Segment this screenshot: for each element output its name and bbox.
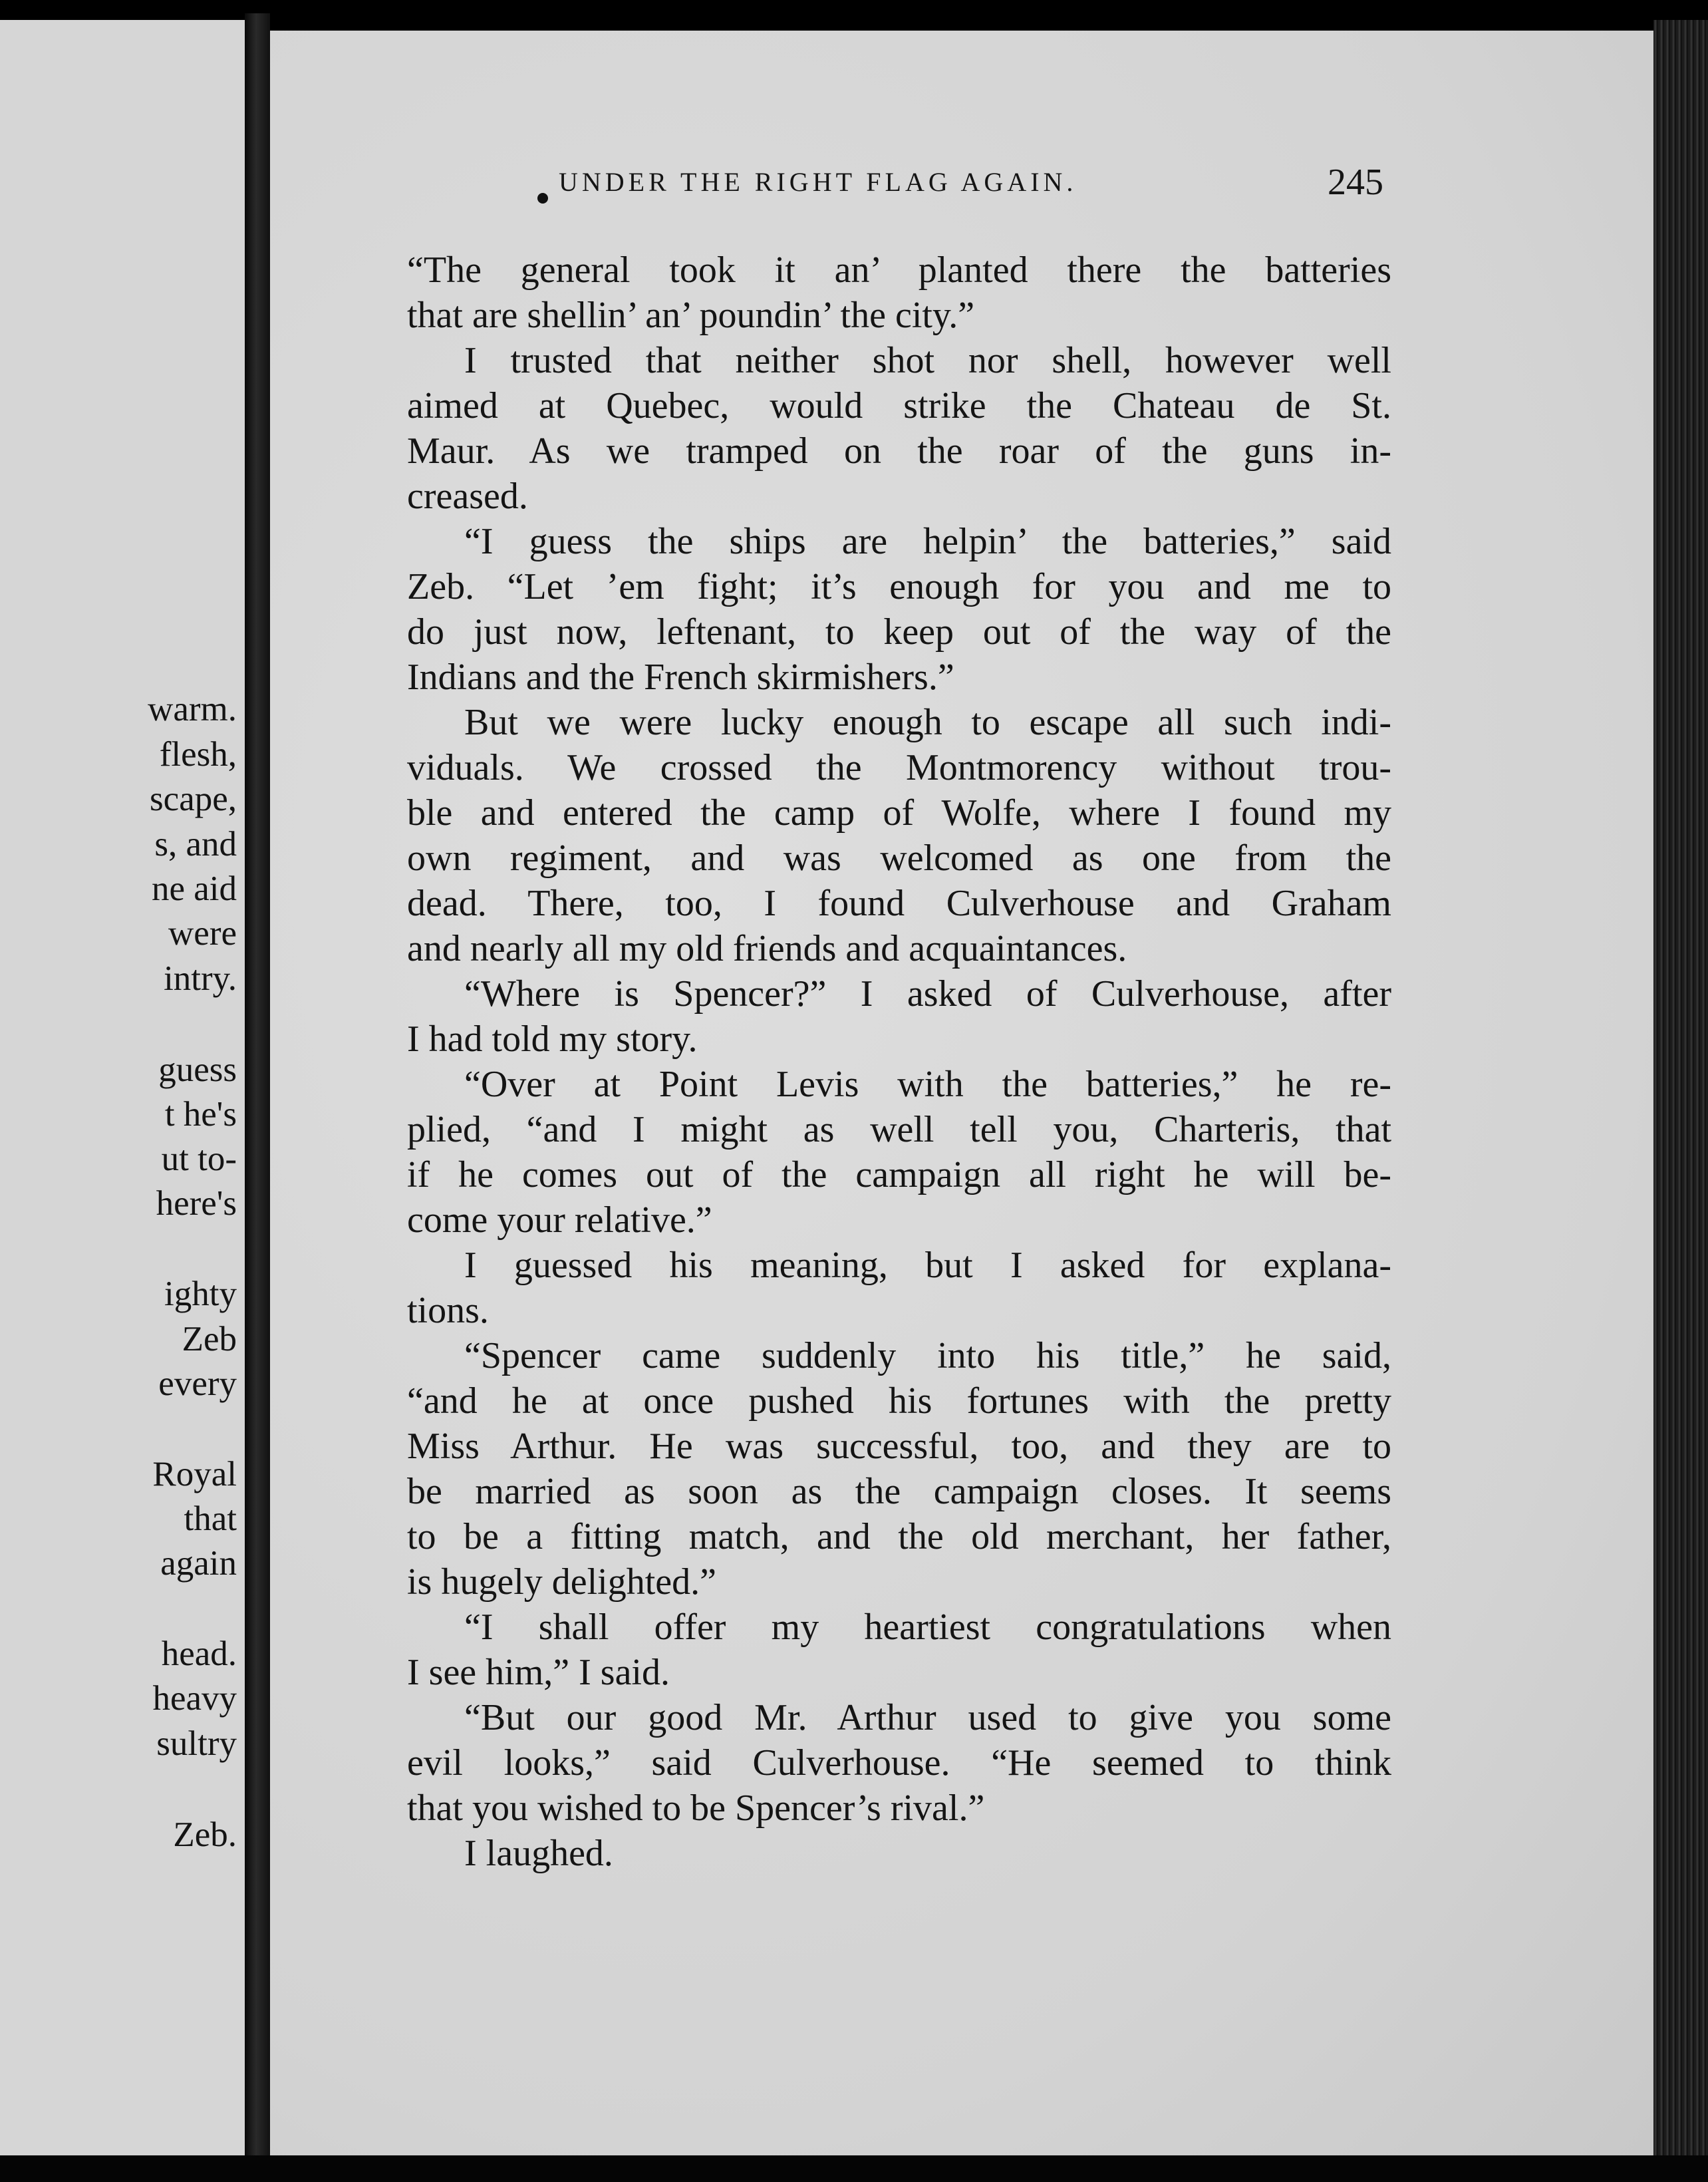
text-line: be married as soon as the campaign closes. It seems [407,1471,1391,1512]
running-title: UNDER THE RIGHT FLAG AGAIN. [559,167,1077,197]
text-line: is hugely delighted.” [407,1561,717,1603]
facing-page-fragment: s, and [154,825,237,863]
text-line: Indians and the French skirmishers.” [407,657,954,698]
text-line: Maur. As we tramped on the roar of the guns in- [407,430,1391,472]
facing-page-fragment: ne aid [151,869,237,908]
facing-page-fragment: Zeb [182,1320,237,1358]
text-line: “The general took it an’ planted there the batteries [407,249,1391,291]
text-line: and nearly all my old friends and acquaintances. [407,928,1127,969]
text-line: I laughed. [464,1833,613,1874]
facing-page-fragment: heavy [152,1679,237,1718]
text-line: “and he at once pushed his fortunes with the pretty [407,1380,1391,1422]
facing-page-fragment: Zeb. [173,1815,237,1854]
text-line: Zeb. “Let ’em fight; it’s enough for you and me to [407,566,1391,607]
facing-page-fragment: every [158,1364,237,1403]
ink-dot [537,193,548,204]
text-line: dead. There, too, I found Culverhouse and Graham [407,883,1391,924]
text-line: “Spencer came suddenly into his title,” he said, [464,1335,1391,1376]
text-line: I see him,” I said. [407,1652,670,1693]
facing-page-fragment: flesh, [159,735,237,774]
text-line: I had told my story. [407,1018,698,1060]
facing-page-fragment: scape, [150,780,237,818]
text-line: “Where is Spencer?” I asked of Culverhouse, after [464,973,1391,1014]
scan-border [0,2155,1708,2182]
facing-page-fragment: intry. [164,959,237,998]
book-gutter [245,13,270,2162]
text-line: “I guess the ships are helpin’ the batteries,” said [464,521,1391,562]
text-line: that are shellin’ an’ poundin’ the city.” [407,295,975,336]
facing-page-fragment: Royal [152,1455,237,1493]
text-line: I guessed his meaning, but I asked for explana- [464,1245,1391,1286]
text-line: “But our good Mr. Arthur used to give you some [464,1697,1391,1738]
facing-page-fragment: guess [158,1050,237,1089]
facing-page-fragment: head. [161,1635,237,1673]
facing-page-fragment: ut to- [161,1140,237,1178]
facing-page-fragment: here's [156,1184,237,1223]
facing-page [0,20,245,2155]
text-line: ble and entered the camp of Wolfe, where I found my [407,792,1391,834]
facing-page-fragment: sultry [156,1724,237,1763]
text-line: “I shall offer my heartiest congratulations when [464,1607,1391,1648]
page-number: 245 [1328,162,1383,203]
text-line: come your relative.” [407,1199,712,1241]
text-line: aimed at Quebec, would strike the Chateau de St. [407,385,1391,426]
facing-page-fragment: again [160,1544,237,1583]
text-line: evil looks,” said Culverhouse. “He seemed to think [407,1742,1391,1784]
text-line: tions. [407,1290,489,1331]
text-line: creased. [407,476,528,517]
facing-page-fragment: that [184,1499,237,1538]
facing-page-fragment: ighty [164,1275,237,1313]
text-line: do just now, leftenant, to keep out of the way of the [407,611,1391,653]
text-line: that you wished to be Spencer’s rival.” [407,1788,985,1829]
text-line: plied, “and I might as well tell you, Charteris, that [407,1109,1391,1150]
facing-page-fragment: t he's [164,1095,237,1134]
text-line: viduals. We crossed the Montmorency without trou- [407,747,1391,788]
text-line: But we were lucky enough to escape all such indi- [464,702,1391,743]
facing-page-fragment: warm. [148,690,237,728]
text-line: Miss Arthur. He was successful, too, and they are to [407,1426,1391,1467]
page-edges [1653,20,1708,2169]
body-text [407,247,1391,1876]
text-line: I trusted that neither shot nor shell, however well [464,340,1391,381]
text-line: own regiment, and was welcomed as one from the [407,838,1391,879]
text-line: if he comes out of the campaign all right he will be- [407,1154,1391,1195]
text-line: to be a fitting match, and the old merchant, her father, [407,1516,1391,1557]
facing-page-fragment: were [168,914,237,953]
text-line: “Over at Point Levis with the batteries,” he re- [464,1064,1391,1105]
